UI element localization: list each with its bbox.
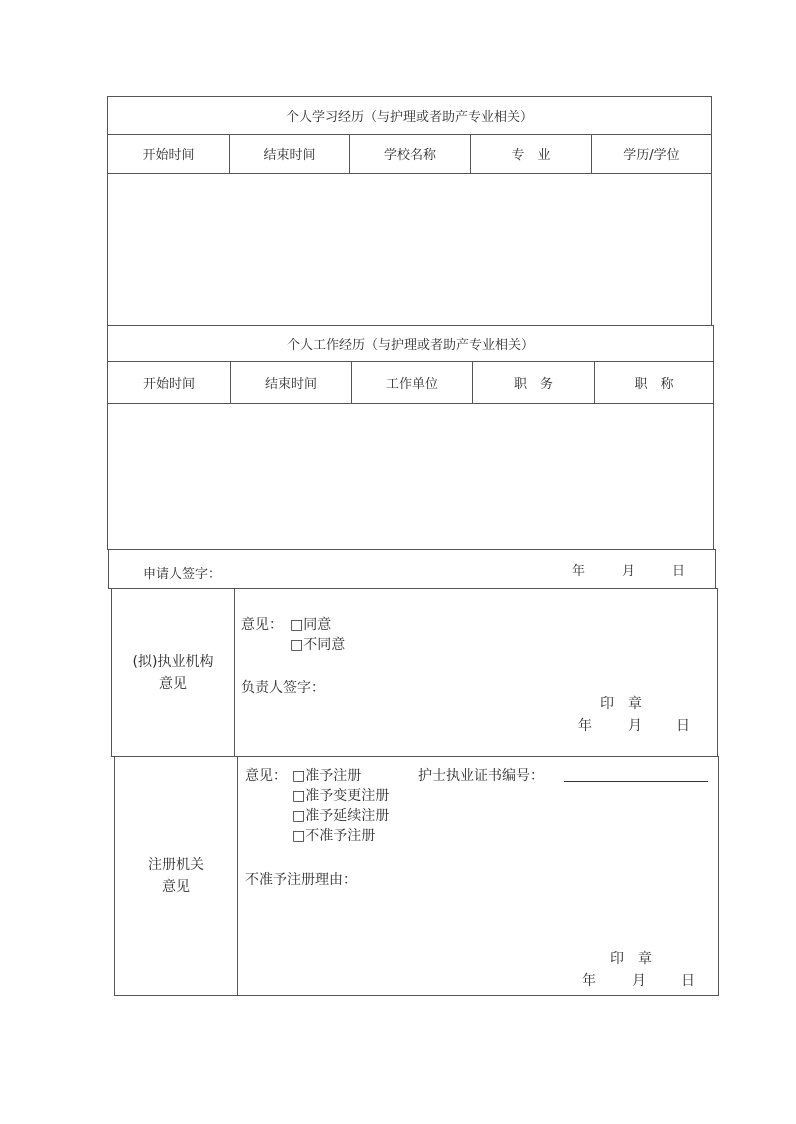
study-col-major: 专 业	[471, 134, 592, 173]
applicant-signature-label: 申请人签字：	[143, 567, 222, 582]
study-col-end: 结束时间	[230, 134, 350, 173]
work-col-title: 职 称	[634, 376, 674, 392]
institution-date-day: 日	[676, 718, 690, 734]
institution-label-line1: (拟)执业机构	[132, 653, 214, 670]
registry-seal: 印 章	[610, 951, 652, 967]
institution-date-year: 年	[578, 718, 592, 734]
institution-opinion-label: 意见：	[241, 617, 283, 633]
registry-cert-number-field[interactable]	[564, 781, 708, 782]
study-history-title: 个人学习经历（与护理或者助产专业相关）	[108, 97, 711, 135]
registry-option-approve[interactable]: □准予注册	[292, 768, 362, 784]
registry-label-line1: 注册机关	[148, 857, 204, 873]
registry-label-cell	[115, 757, 238, 995]
institution-label-line2: 意见	[159, 675, 187, 692]
work-col-employer: 工作单位	[352, 361, 473, 403]
institution-opinion-section	[111, 588, 718, 757]
applicant-signature-row	[108, 549, 716, 589]
applicant-date-month: 月	[622, 564, 636, 579]
registry-cert-number-label: 护士执业证书编号：	[418, 768, 544, 784]
registry-date-year: 年	[582, 973, 596, 989]
work-history-header-row	[108, 361, 713, 404]
institution-option-agree[interactable]: □同意	[290, 617, 332, 633]
institution-date-month: 月	[628, 718, 642, 734]
institution-signer-label: 负责人签字：	[241, 680, 325, 696]
work-history-section	[107, 325, 714, 550]
study-col-start: 开始时间	[108, 134, 230, 173]
study-history-header-row	[108, 134, 711, 174]
institution-seal: 印 章	[600, 696, 642, 712]
study-col-degree: 学历/学位	[623, 148, 680, 163]
work-col-start: 开始时间	[108, 361, 231, 403]
applicant-date-day: 日	[672, 564, 686, 579]
institution-label-cell	[112, 589, 235, 756]
registry-opinion-label: 意见：	[245, 768, 287, 784]
registry-option-approve-change[interactable]: □准予变更注册	[292, 788, 390, 804]
work-col-position: 职 务	[473, 361, 595, 403]
study-history-section	[107, 96, 712, 326]
work-history-entry-area[interactable]	[108, 404, 713, 549]
registry-label-line2: 意见	[162, 879, 190, 895]
applicant-date-year: 年	[572, 564, 586, 579]
study-history-entry-area[interactable]	[108, 174, 711, 325]
registry-option-approve-renewal[interactable]: □准予延续注册	[292, 808, 390, 824]
registry-date-month: 月	[632, 973, 646, 989]
work-col-end: 结束时间	[231, 361, 352, 403]
registry-date-day: 日	[681, 973, 695, 989]
work-history-title: 个人工作经历（与护理或者助产专业相关）	[108, 326, 713, 362]
registry-reject-reason-label: 不准予注册理由：	[245, 872, 357, 888]
registry-option-reject[interactable]: □不准予注册	[292, 828, 376, 844]
institution-option-disagree[interactable]: □不同意	[290, 637, 346, 653]
study-col-school: 学校名称	[350, 134, 471, 173]
registry-opinion-section	[114, 756, 719, 996]
